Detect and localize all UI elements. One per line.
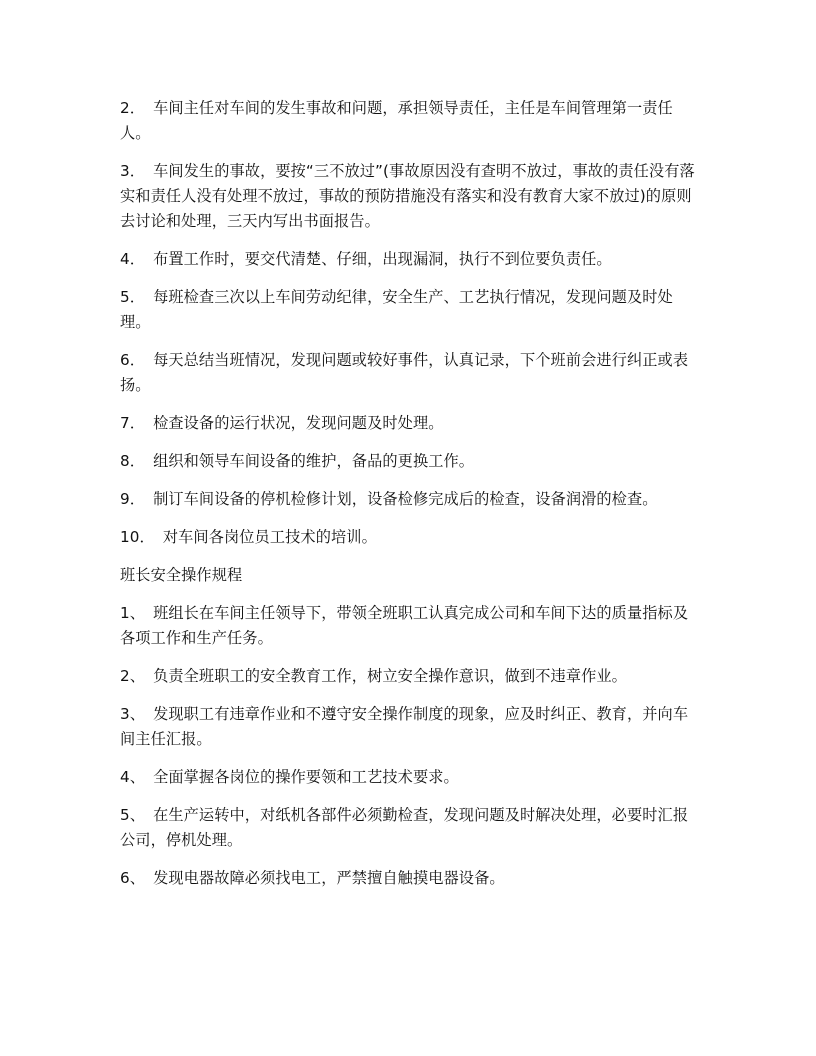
list-item [120, 285, 698, 335]
item-text: 车间发生的事故，要按“三不放过”(事故原因没有查明不放过，事故的责任没有落实和责任人没有处理不放过，事故的预防措施没有落实和没有教育大家不放过)的原则去讨论和处理，三天内写出书面报告。 [120, 162, 695, 230]
item-number: 7． [120, 414, 146, 432]
item-text: 检查设备的运行状况，发现问题及时处理。 [153, 414, 444, 432]
item-number: 5． [120, 288, 146, 306]
list-item [120, 765, 698, 790]
item-text: 负责全班职工的安全教育工作，树立安全操作意识，做到不违章作业。 [153, 667, 627, 685]
item-text: 发现电器故障必须找电工，严禁擅自触摸电器设备。 [153, 869, 505, 887]
item-number: 3、 [120, 705, 146, 723]
item-text: 组织和领导车间设备的维护，备品的更换工作。 [153, 452, 475, 470]
item-number: 8． [120, 452, 146, 470]
item-number: 9． [120, 490, 146, 508]
item-number: 1、 [120, 604, 146, 622]
item-number: 5、 [120, 806, 146, 824]
list-item [120, 702, 698, 752]
item-number: 3． [120, 162, 146, 180]
item-text: 班组长在车间主任领导下，带领全班职工认真完成公司和车间下达的质量指标及各项工作和生产任务。 [120, 604, 689, 647]
list-item [120, 449, 698, 474]
item-text: 对车间各岗位员工技术的培训。 [162, 528, 377, 546]
item-text: 全面掌握各岗位的操作要领和工艺技术要求。 [153, 768, 459, 786]
list-item [120, 96, 698, 146]
item-number: 6． [120, 351, 146, 369]
list-item [120, 866, 698, 891]
item-text: 制订车间设备的停机检修计划，设备检修完成后的检查，设备润滑的检查。 [153, 490, 658, 508]
item-number: 2、 [120, 667, 146, 685]
document-page [120, 96, 698, 904]
item-number: 4、 [120, 768, 146, 786]
item-text: 每班检查三次以上车间劳动纪律，安全生产、工艺执行情况，发现问题及时处理。 [120, 288, 673, 331]
list-item [120, 664, 698, 689]
list-item [120, 487, 698, 512]
item-text: 每天总结当班情况，发现问题或较好事件，认真记录，下个班前会进行纠正或表扬。 [120, 351, 689, 394]
list-item [120, 159, 698, 234]
item-text: 布置工作时，要交代清楚、仔细，出现漏洞，执行不到位要负责任。 [153, 250, 612, 268]
item-number: 10． [120, 528, 155, 546]
list-item [120, 247, 698, 272]
section-heading: 班长安全操作规程 [120, 566, 243, 584]
list-item [120, 525, 698, 550]
list-item [120, 803, 698, 853]
item-text: 车间主任对车间的发生事故和问题，承担领导责任，主任是车间管理第一责任人。 [120, 99, 673, 142]
item-text: 发现职工有违章作业和不遵守安全操作制度的现象，应及时纠正、教育，并向车间主任汇报。 [120, 705, 689, 748]
item-number: 6、 [120, 869, 146, 887]
list-item [120, 411, 698, 436]
list-item [120, 601, 698, 651]
list-item [120, 348, 698, 398]
item-number: 2． [120, 99, 146, 117]
item-number: 4． [120, 250, 146, 268]
item-text: 在生产运转中，对纸机各部件必须勤检查，发现问题及时解决处理，必要时汇报公司，停机处理。 [120, 806, 689, 849]
